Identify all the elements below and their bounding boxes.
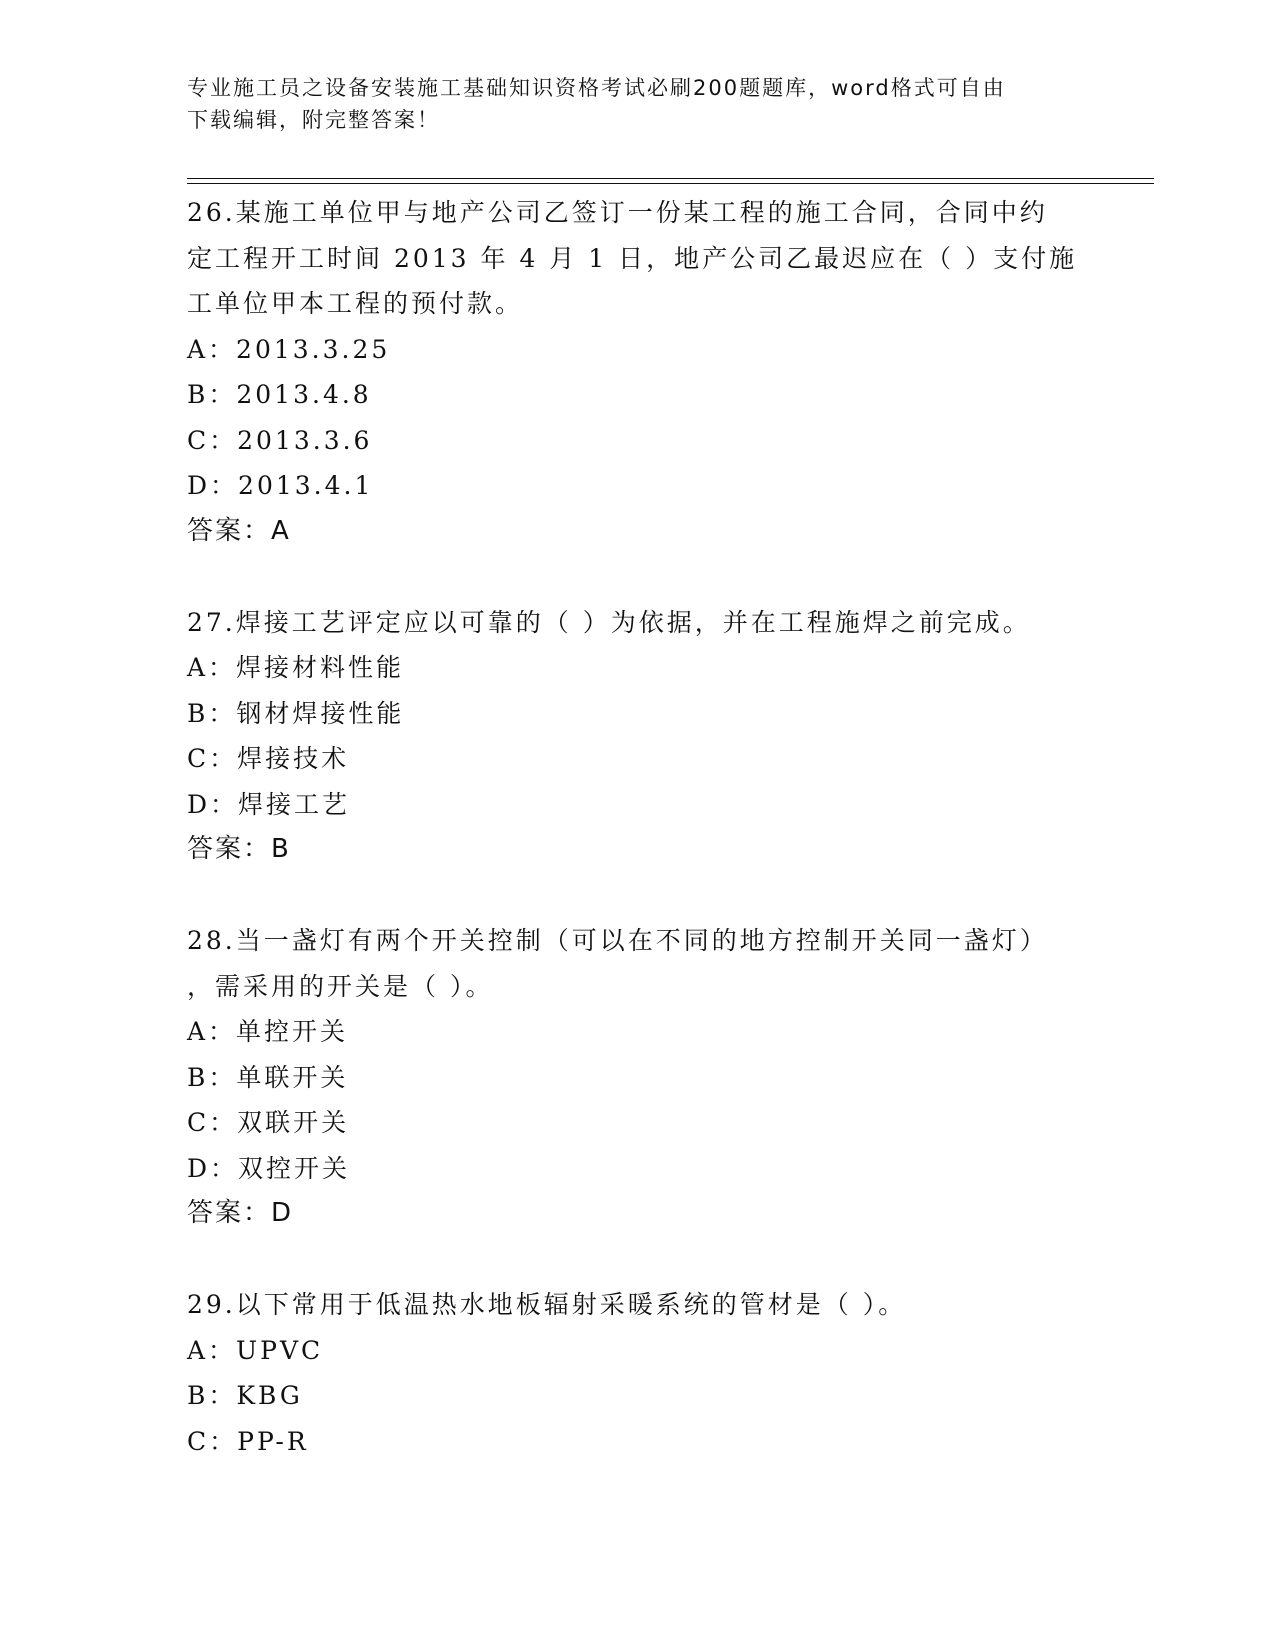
document-header <box>187 72 1067 136</box>
question-stem-line: 28.当一盏灯有两个开关控制（可以在不同的地方控制开关同一盏灯） <box>187 926 1048 955</box>
option-b: B：钢材焊接性能 <box>187 698 405 728</box>
option-b: B：2013.4.8 <box>187 380 372 409</box>
option-b: B：单联开关 <box>187 1062 349 1092</box>
question-stem-line: ，需采用的开关是（ ）。 <box>187 971 494 1001</box>
option-a: A：2013.3.25 <box>187 334 391 364</box>
question-29 <box>187 1282 1087 1464</box>
header-line-1: 专业施工员之设备安装施工基础知识资格考试必刷200题题库，word格式可自由 <box>187 76 1006 100</box>
question-26 <box>187 190 1087 554</box>
question-stem-line: 27.焊接工艺评定应以可靠的（ ）为依据，并在工程施焊之前完成。 <box>187 607 1031 637</box>
question-stem-line: 定工程开工时间 2013 年 4 月 1 日，地产公司乙最迟应在（ ）支付施 <box>187 243 1078 273</box>
question-27 <box>187 600 1087 873</box>
option-c: C：焊接技术 <box>187 744 350 773</box>
question-stem-line: 工单位甲本工程的预付款。 <box>187 289 524 318</box>
header-rule-top <box>187 178 1154 179</box>
spacer <box>187 873 1087 919</box>
option-a: A：UPVC <box>187 1335 324 1365</box>
answer: 答案：B <box>187 834 291 864</box>
option-c: C：2013.3.6 <box>187 425 373 455</box>
option-c: C：双联开关 <box>187 1108 350 1137</box>
option-d: D：双控开关 <box>187 1153 351 1183</box>
header-rule-bottom <box>187 183 1154 184</box>
option-a: A：焊接材料性能 <box>187 653 405 682</box>
option-b: B：KBG <box>187 1381 303 1410</box>
spacer <box>187 554 1087 600</box>
question-list <box>187 190 1087 1464</box>
answer: 答案：A <box>187 515 291 546</box>
answer: 答案：D <box>187 1198 294 1228</box>
option-c: C：PP-R <box>187 1426 309 1456</box>
option-a: A：单控开关 <box>187 1017 349 1046</box>
option-d: D：焊接工艺 <box>187 789 351 819</box>
question-stem-line: 26.某施工单位甲与地产公司乙签订一份某工程的施工合同，合同中约 <box>187 198 1048 227</box>
header-line-2: 下载编辑，附完整答案！ <box>187 108 440 132</box>
option-d: D：2013.4.1 <box>187 471 374 500</box>
spacer <box>187 1237 1087 1283</box>
question-28 <box>187 918 1087 1237</box>
question-stem-line: 29.以下常用于低温热水地板辐射采暖系统的管材是（ ）。 <box>187 1290 907 1319</box>
